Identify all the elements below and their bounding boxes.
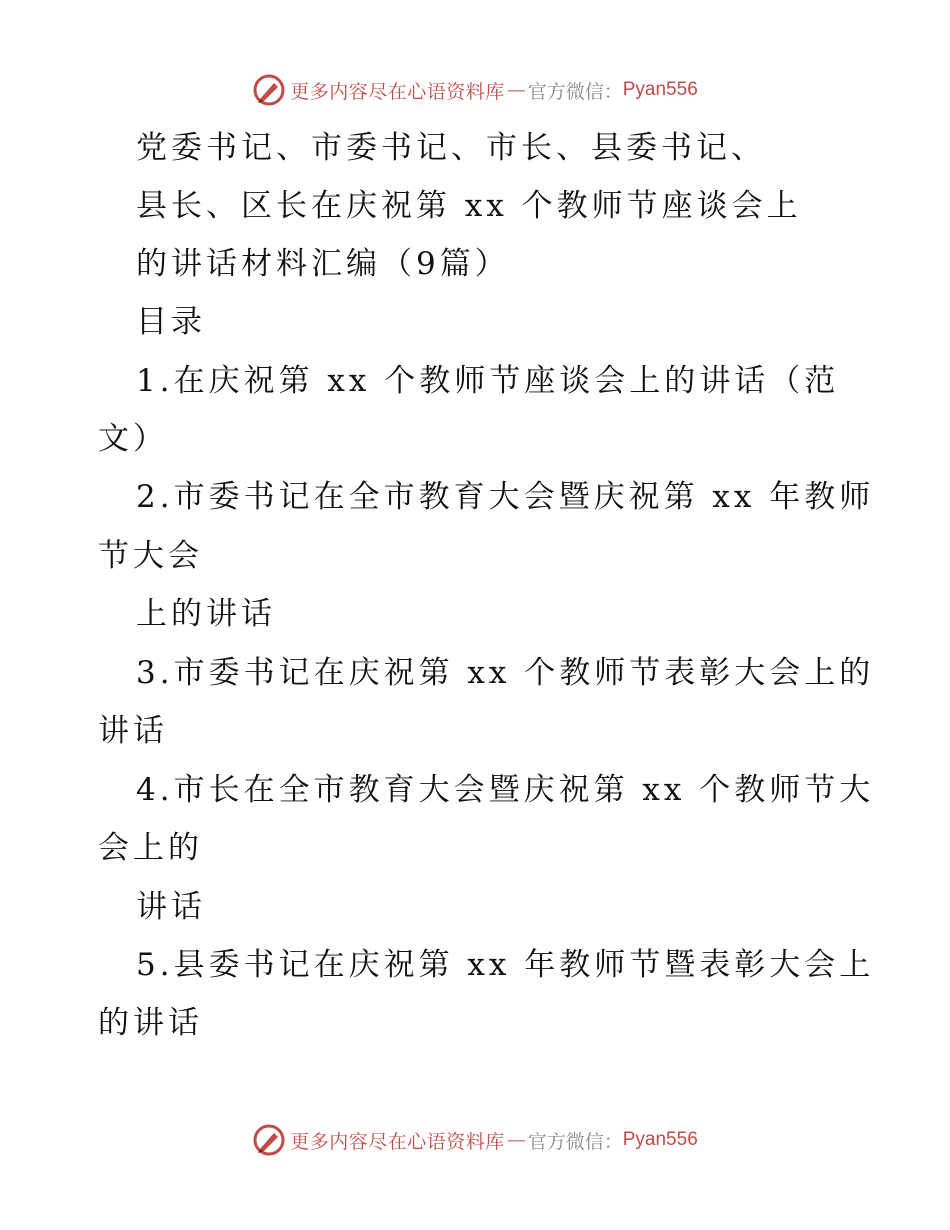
watermark-wechat-label: 官方微信：	[527, 1130, 623, 1153]
title-line-2: 县长、区长在庆祝第 xx 个教师节座谈会上	[136, 188, 802, 224]
toc-line: 的讲话	[98, 1005, 203, 1041]
watermark-wechat-id: Pyan556	[622, 1129, 698, 1150]
toc-line: 3.市委书记在庆祝第 xx 个教师节表彰大会上的	[136, 655, 875, 691]
title-line-3: 的讲话材料汇编（9篇）	[136, 246, 510, 282]
watermark-dash: —	[506, 79, 526, 101]
toc-line: 会上的	[98, 830, 203, 866]
toc-line: 5.县委书记在庆祝第 xx 年教师节暨表彰大会上	[136, 947, 875, 983]
toc-line: 4.市长在全市教育大会暨庆祝第 xx 个教师节大	[136, 772, 875, 808]
watermark-wechat-id: Pyan556	[622, 79, 698, 100]
pen-logo-icon	[252, 73, 286, 107]
pen-logo-icon	[252, 1123, 286, 1157]
toc-line: 讲话	[98, 713, 168, 749]
toc-line: 文）	[98, 421, 168, 457]
toc-line: 2.市委书记在全市教育大会暨庆祝第 xx 年教师	[136, 479, 875, 515]
watermark-text: 更多内容尽在心语资料库	[290, 1130, 505, 1153]
watermark-dash: —	[506, 1129, 526, 1151]
toc-heading: 目录	[136, 304, 206, 340]
toc-line: 1.在庆祝第 xx 个教师节座谈会上的讲话（范	[136, 363, 840, 399]
watermark-text: 更多内容尽在心语资料库	[290, 80, 505, 103]
watermark-wechat-label: 官方微信：	[527, 80, 623, 103]
title-line-1: 党委书记、市委书记、市长、县委书记、	[136, 130, 766, 166]
footer-watermark	[0, 1120, 950, 1160]
toc-line: 上的讲话	[136, 596, 276, 632]
toc-line: 节大会	[98, 538, 203, 574]
header-watermark	[0, 70, 950, 110]
toc-line: 讲话	[136, 889, 206, 925]
